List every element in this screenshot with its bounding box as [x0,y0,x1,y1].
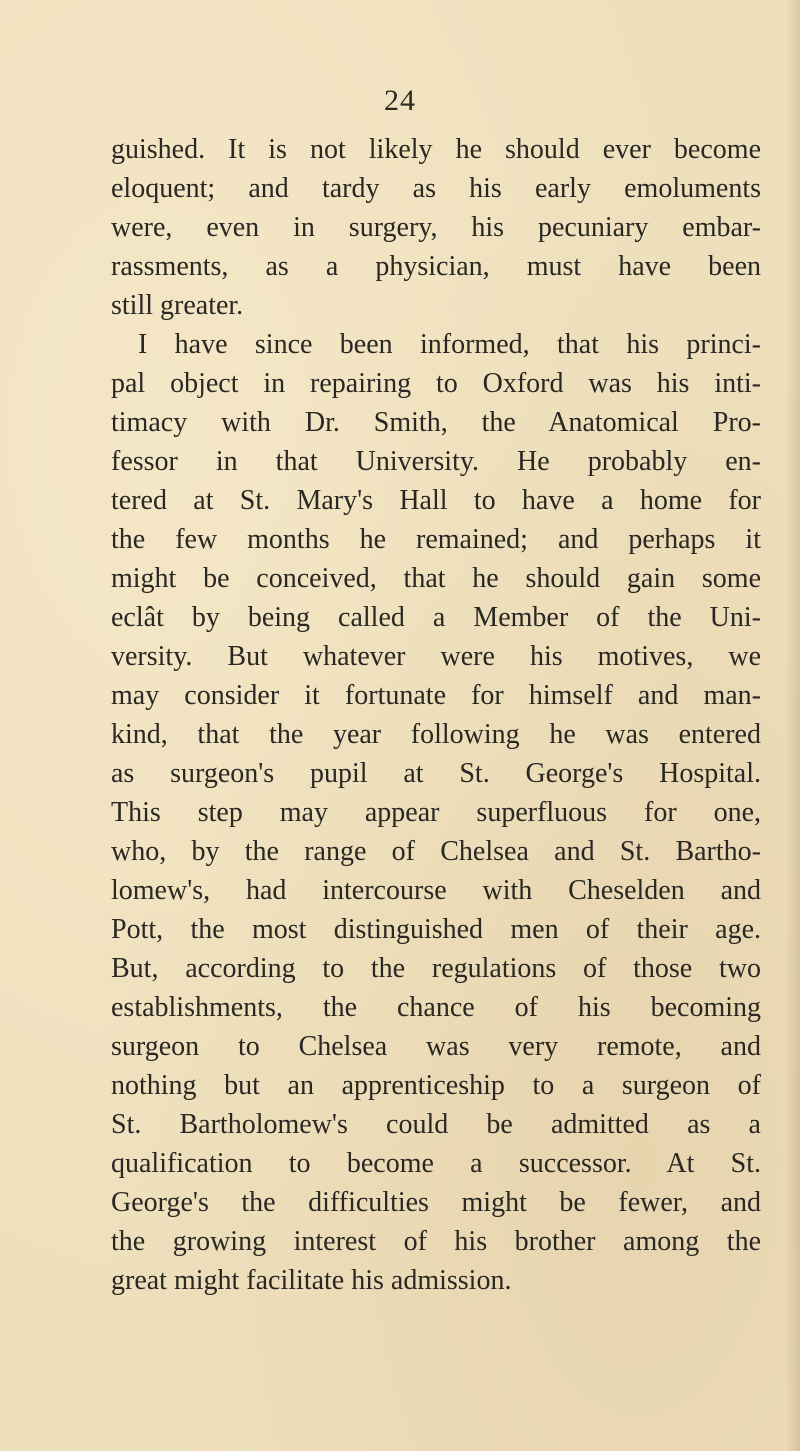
text-line: George's the difficulties might be fewer, and [111,1187,761,1218]
text-line: lomew's, had intercourse with Cheselden and [111,875,761,906]
text-line: surgeon to Chelsea was very remote, and [111,1031,761,1062]
text-line: versity. But whatever were his motives, we [111,641,761,672]
page-number: 24 [384,84,416,117]
text-line: This step may appear superfluous for one, [111,797,761,828]
text-line: pal object in repairing to Oxford was his inti- [111,368,761,399]
text-line: Pott, the most distinguished men of their age. [111,914,761,945]
text-line: nothing but an apprenticeship to a surgeon of [111,1070,761,1101]
text-line: who, by the range of Chelsea and St. Bartho- [111,836,761,867]
text-line: were, even in surgery, his pecuniary embar- [111,212,761,243]
text-line: fessor in that University. He probably en- [111,446,761,477]
text-line: guished. It is not likely he should ever become [111,134,761,165]
text-line: rassments, as a physician, must have been [111,251,761,282]
text-line: great might facilitate his admission. [111,1265,512,1296]
text-line: as surgeon's pupil at St. George's Hospital. [111,758,761,789]
text-line: might be conceived, that he should gain some [111,563,761,594]
text-line: eloquent; and tardy as his early emoluments [111,173,761,204]
body-text [111,130,761,1300]
text-line: may consider it fortunate for himself and man- [111,680,761,711]
text-line: timacy with Dr. Smith, the Anatomical Pro- [111,407,761,438]
text-line: the growing interest of his brother among the [111,1226,761,1257]
page-edge-shadow [786,0,800,1451]
text-line: tered at St. Mary's Hall to have a home for [111,485,761,516]
text-line: kind, that the year following he was entered [111,719,761,750]
text-line: I have since been informed, that his princi- [138,329,761,360]
text-line: But, according to the regulations of those two [111,953,761,984]
text-line: eclât by being called a Member of the Uni- [111,602,761,633]
text-line: establishments, the chance of his becoming [111,992,761,1023]
text-line: qualification to become a successor. At St. [111,1148,761,1179]
text-line: still greater. [111,290,244,321]
text-line: St. Bartholomew's could be admitted as a [111,1109,761,1140]
text-line: the few months he remained; and perhaps it [111,524,761,555]
